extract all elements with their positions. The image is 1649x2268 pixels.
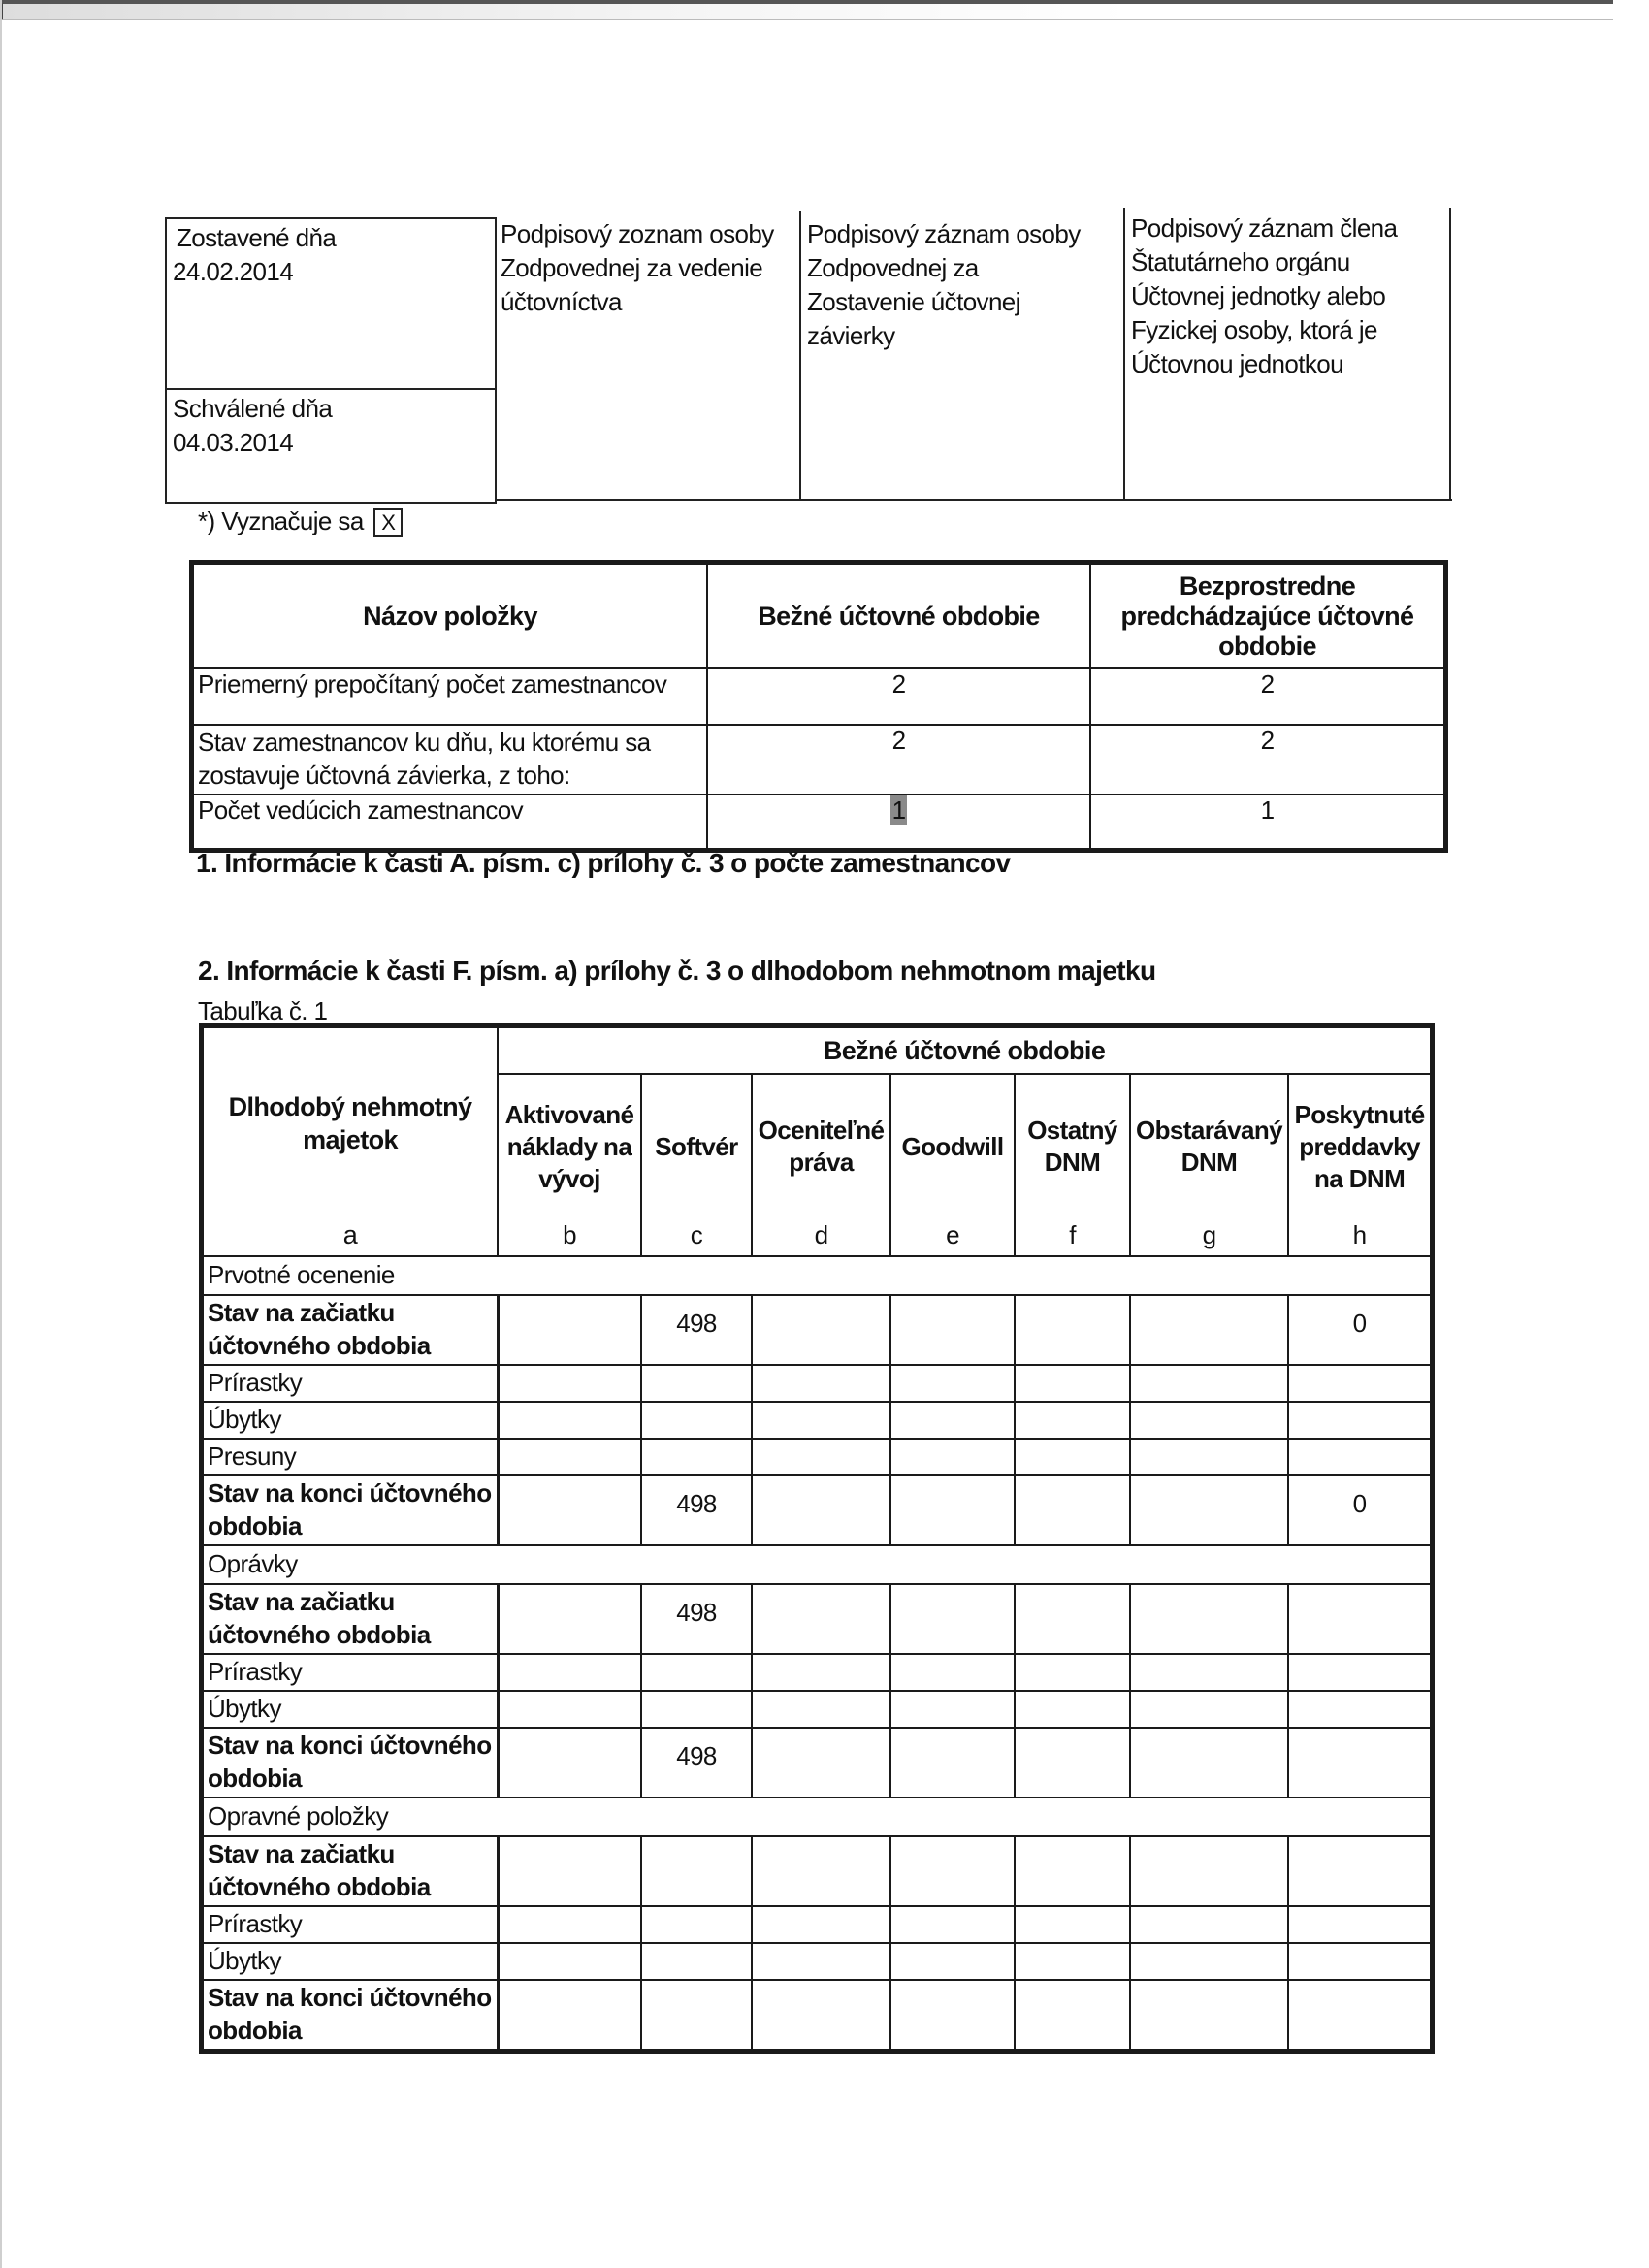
value-cell-e[interactable] <box>890 1295 1015 1365</box>
col-header-current-period: Bežné účtovné obdobie <box>707 564 1090 668</box>
value-cell-f[interactable] <box>1015 1295 1130 1365</box>
current-value[interactable]: 1 <box>891 795 906 825</box>
value-cell-g[interactable] <box>1130 1584 1288 1654</box>
value-cell-e[interactable] <box>890 1365 1015 1402</box>
value-cell-d[interactable] <box>752 1402 890 1439</box>
value-cell-d[interactable] <box>752 1980 890 2050</box>
column-label: Goodwill <box>901 1131 1004 1161</box>
table-row <box>203 1654 1431 1691</box>
value-cell-h[interactable] <box>1288 1402 1431 1439</box>
signature-col-divider <box>799 211 801 501</box>
value-cell-b[interactable] <box>498 1439 641 1475</box>
value-cell-g[interactable] <box>1130 1295 1288 1365</box>
column-letter: c <box>690 1220 703 1249</box>
text-line: Fyzickej osoby, ktorá je <box>1131 315 1377 344</box>
row-label: Počet vedúcich zamestnancov <box>193 794 707 849</box>
value-cell-f[interactable] <box>1015 1980 1130 2050</box>
prepared-label: Zostavené dňa <box>177 223 337 252</box>
group-title: Oprávky <box>203 1545 1431 1584</box>
approved-date: 04.03.2014 <box>173 428 294 457</box>
value-cell-e[interactable] <box>890 1584 1015 1654</box>
approved-label: Schválené dňa <box>173 394 333 423</box>
signature-right-edge <box>1449 208 1451 501</box>
signature-preparer <box>807 217 1081 353</box>
value-cell-h[interactable] <box>1288 1654 1431 1691</box>
value-cell-e[interactable] <box>890 1728 1015 1798</box>
value-cell-g[interactable] <box>1130 1475 1288 1545</box>
row-label: Stav zamestnancov ku dňu, ku ktorému sa zostavuje účtovná závierka, z toho: <box>193 725 707 794</box>
asset-header-label: Dlhodobý nehmotný majetok <box>228 1092 472 1154</box>
value-cell-e[interactable] <box>890 1836 1015 1906</box>
employees-table <box>192 563 1445 850</box>
col-header-item-name: Názov položky <box>193 564 707 668</box>
value-cell-h[interactable] <box>1288 1836 1431 1906</box>
value-cell-g[interactable] <box>1130 1402 1288 1439</box>
value-cell-g[interactable] <box>1130 1836 1288 1906</box>
value-cell-f[interactable] <box>1015 1439 1130 1475</box>
column-letter: a <box>342 1220 358 1249</box>
value-cell-f[interactable] <box>1015 1906 1130 1943</box>
col-header-asset <box>203 1027 498 1256</box>
value-cell-f[interactable] <box>1015 1365 1130 1402</box>
value-cell-b[interactable] <box>498 1943 641 1980</box>
col-header-h <box>1288 1074 1431 1256</box>
group-title: Opravné položky <box>203 1798 1431 1836</box>
value-cell-c[interactable] <box>641 1654 752 1691</box>
row-label: Presuny <box>203 1439 498 1475</box>
signature-bottom-rule <box>497 499 1452 501</box>
value-cell-d[interactable] <box>752 1691 890 1728</box>
table-header-row <box>203 1027 1431 1074</box>
table-row <box>203 1439 1431 1475</box>
table-row <box>203 1295 1431 1365</box>
row-label: Priemerný prepočítaný počet zamestnancov <box>193 668 707 725</box>
table-row <box>203 1906 1431 1943</box>
text-line: Zostavenie účtovnej <box>807 287 1020 316</box>
col-header-e <box>890 1074 1015 1256</box>
value-cell-h[interactable] <box>1288 1980 1431 2050</box>
value-cell-b[interactable] <box>498 1402 641 1439</box>
value-cell-f[interactable] <box>1015 1475 1130 1545</box>
value-cell-h[interactable] <box>1288 1365 1431 1402</box>
row-label: Stav na začiatku účtovného obdobia <box>203 1295 498 1365</box>
value-cell-f[interactable] <box>1015 1584 1130 1654</box>
value-cell-g[interactable] <box>1130 1691 1288 1728</box>
value-cell-d[interactable] <box>752 1906 890 1943</box>
table-row <box>203 1943 1431 1980</box>
table-row <box>203 1691 1431 1728</box>
value-cell-e[interactable] <box>890 1980 1015 2050</box>
text-line: Zodpovednej za <box>807 253 979 282</box>
value-cell-h[interactable]: 0 <box>1288 1295 1431 1365</box>
value-cell-g[interactable] <box>1130 1439 1288 1475</box>
signature-col-divider <box>1123 208 1125 501</box>
col-header-c <box>641 1074 752 1256</box>
row-label: Stav na začiatku účtovného obdobia <box>203 1836 498 1906</box>
value-cell-g[interactable] <box>1130 1980 1288 2050</box>
column-letter: e <box>946 1220 959 1249</box>
value-cell-d[interactable] <box>752 1439 890 1475</box>
current-value: 2 <box>707 668 1090 725</box>
group-title: Prvotné ocenenie <box>203 1256 1431 1295</box>
table-row <box>203 1728 1431 1798</box>
group-row <box>203 1798 1431 1836</box>
text-line: Zodpovednej za vedenie <box>501 253 763 282</box>
value-cell-b[interactable] <box>498 1584 641 1654</box>
value-cell-f[interactable] <box>1015 1691 1130 1728</box>
table-row <box>193 668 1444 725</box>
value-cell-e[interactable] <box>890 1475 1015 1545</box>
previous-value: 2 <box>1090 668 1444 725</box>
value-cell-e[interactable] <box>890 1691 1015 1728</box>
value-cell-c[interactable]: 498 <box>641 1295 752 1365</box>
row-label: Stav na konci účtovného obdobia <box>203 1728 498 1798</box>
value-cell-e[interactable] <box>890 1943 1015 1980</box>
value-cell-e[interactable] <box>890 1402 1015 1439</box>
group-row <box>203 1256 1431 1295</box>
value-cell-g[interactable] <box>1130 1654 1288 1691</box>
value-cell-b[interactable] <box>498 1906 641 1943</box>
column-letter: g <box>1202 1220 1216 1249</box>
table-row <box>203 1475 1431 1545</box>
current-value-cell <box>707 794 1090 849</box>
column-letter: f <box>1069 1220 1076 1249</box>
value-cell-e[interactable] <box>890 1654 1015 1691</box>
value-cell-d[interactable] <box>752 1654 890 1691</box>
value-cell-f[interactable] <box>1015 1836 1130 1906</box>
value-cell-d[interactable] <box>752 1943 890 1980</box>
table-row <box>203 1584 1431 1654</box>
table-label: Tabuľka č. 1 <box>198 996 328 1025</box>
section2-title: 2. Informácie k časti F. písm. a) prílohy č. 3 o dlhodobom nehmotnom majetku <box>198 956 1156 986</box>
col-header-g <box>1130 1074 1288 1256</box>
text-line: závierky <box>807 321 895 350</box>
value-cell-b[interactable] <box>498 1691 641 1728</box>
employees-caption: 1. Informácie k časti A. písm. c) prílohy č. 3 o počte zamestnancov <box>196 848 1011 878</box>
value-cell-g[interactable] <box>1130 1365 1288 1402</box>
value-cell-d[interactable] <box>752 1728 890 1798</box>
value-cell-b[interactable] <box>498 1295 641 1365</box>
col-header-d <box>752 1074 890 1256</box>
row-label: Úbytky <box>203 1943 498 1980</box>
previous-value: 2 <box>1090 725 1444 794</box>
row-label: Úbytky <box>203 1691 498 1728</box>
row-label: Prírastky <box>203 1906 498 1943</box>
value-cell-h[interactable] <box>1288 1439 1431 1475</box>
value-cell-b[interactable] <box>498 1728 641 1798</box>
value-cell-c[interactable] <box>641 1836 752 1906</box>
value-cell-b[interactable] <box>498 1654 641 1691</box>
text-line: Podpisový zoznam osoby <box>501 219 774 248</box>
value-cell-f[interactable] <box>1015 1402 1130 1439</box>
value-cell-b[interactable] <box>498 1980 641 2050</box>
prepared-date: 24.02.2014 <box>173 257 294 286</box>
column-label: Softvér <box>655 1131 738 1161</box>
value-cell-e[interactable] <box>890 1439 1015 1475</box>
signature-statutory-member <box>1131 211 1397 381</box>
text-line: Účtovnou jednotkou <box>1131 349 1344 378</box>
signature-accounting-person <box>501 217 774 319</box>
table-row <box>203 1365 1431 1402</box>
table-row <box>203 1836 1431 1906</box>
dates-divider <box>165 388 497 390</box>
marker-note <box>198 506 403 537</box>
value-cell-c[interactable] <box>641 1943 752 1980</box>
value-cell-d[interactable] <box>752 1836 890 1906</box>
row-label: Prírastky <box>203 1365 498 1402</box>
marker-note-label: *) Vyznačuje sa <box>198 506 364 535</box>
col-header-f <box>1015 1074 1130 1256</box>
value-cell-d[interactable] <box>752 1365 890 1402</box>
text-line: Podpisový záznam člena <box>1131 213 1398 243</box>
value-cell-c[interactable] <box>641 1691 752 1728</box>
value-cell-b[interactable] <box>498 1836 641 1906</box>
row-label: Stav na začiatku účtovného obdobia <box>203 1584 498 1654</box>
value-cell-d[interactable] <box>752 1295 890 1365</box>
value-cell-h[interactable] <box>1288 1691 1431 1728</box>
row-label: Stav na konci účtovného obdobia <box>203 1980 498 2050</box>
column-letter: d <box>814 1220 828 1249</box>
value-cell-c[interactable] <box>641 1906 752 1943</box>
column-label: Poskytnuté preddavky na DNM <box>1294 1099 1425 1193</box>
table-header-row <box>193 564 1444 668</box>
row-label: Prírastky <box>203 1654 498 1691</box>
value-cell-h[interactable]: 0 <box>1288 1475 1431 1545</box>
value-cell-c[interactable] <box>641 1402 752 1439</box>
value-cell-f[interactable] <box>1015 1654 1130 1691</box>
value-cell-h[interactable] <box>1288 1906 1431 1943</box>
text-line: Účtovnej jednotky alebo <box>1131 281 1386 310</box>
column-label: Obstarávaný DNM <box>1136 1116 1282 1177</box>
scan-edge-left <box>0 0 2 2268</box>
table-row <box>203 1980 1431 2050</box>
column-label: Aktivované náklady na vývoj <box>504 1099 634 1193</box>
value-cell-f[interactable] <box>1015 1728 1130 1798</box>
table-row <box>203 1402 1431 1439</box>
previous-value: 1 <box>1090 794 1444 849</box>
current-value: 2 <box>707 725 1090 794</box>
text-line: Podpisový záznam osoby <box>807 219 1081 248</box>
text-line: Štatutárneho orgánu <box>1131 247 1350 276</box>
col-header-b <box>498 1074 641 1256</box>
scan-edge <box>0 0 1613 20</box>
value-cell-h[interactable] <box>1288 1728 1431 1798</box>
value-cell-h[interactable] <box>1288 1943 1431 1980</box>
text-line: účtovníctva <box>501 287 622 316</box>
value-cell-e[interactable] <box>890 1906 1015 1943</box>
col-header-previous-period: Bezprostredne predchádzajúce účtovné obdobie <box>1090 564 1444 668</box>
row-label: Stav na konci účtovného obdobia <box>203 1475 498 1545</box>
value-cell-g[interactable] <box>1130 1906 1288 1943</box>
value-cell-c[interactable]: 498 <box>641 1728 752 1798</box>
table-row <box>193 794 1444 849</box>
column-label: Oceniteľné práva <box>758 1116 885 1177</box>
value-cell-c[interactable] <box>641 1980 752 2050</box>
value-cell-b[interactable] <box>498 1475 641 1545</box>
column-letter: h <box>1352 1220 1367 1249</box>
table-row <box>193 725 1444 794</box>
value-cell-g[interactable] <box>1130 1943 1288 1980</box>
marked-checkbox[interactable]: X <box>373 508 403 537</box>
value-cell-c[interactable]: 498 <box>641 1475 752 1545</box>
value-cell-d[interactable] <box>752 1475 890 1545</box>
value-cell-c[interactable] <box>641 1365 752 1402</box>
value-cell-g[interactable] <box>1130 1728 1288 1798</box>
value-cell-b[interactable] <box>498 1365 641 1402</box>
period-header: Bežné účtovné obdobie <box>498 1027 1431 1074</box>
value-cell-c[interactable]: 498 <box>641 1584 752 1654</box>
intangible-assets-table <box>202 1026 1432 2051</box>
group-row <box>203 1545 1431 1584</box>
row-label: Úbytky <box>203 1402 498 1439</box>
value-cell-f[interactable] <box>1015 1943 1130 1980</box>
value-cell-d[interactable] <box>752 1584 890 1654</box>
column-label: Ostatný DNM <box>1027 1116 1117 1177</box>
column-letter: b <box>563 1220 576 1249</box>
value-cell-h[interactable] <box>1288 1584 1431 1654</box>
value-cell-c[interactable] <box>641 1439 752 1475</box>
